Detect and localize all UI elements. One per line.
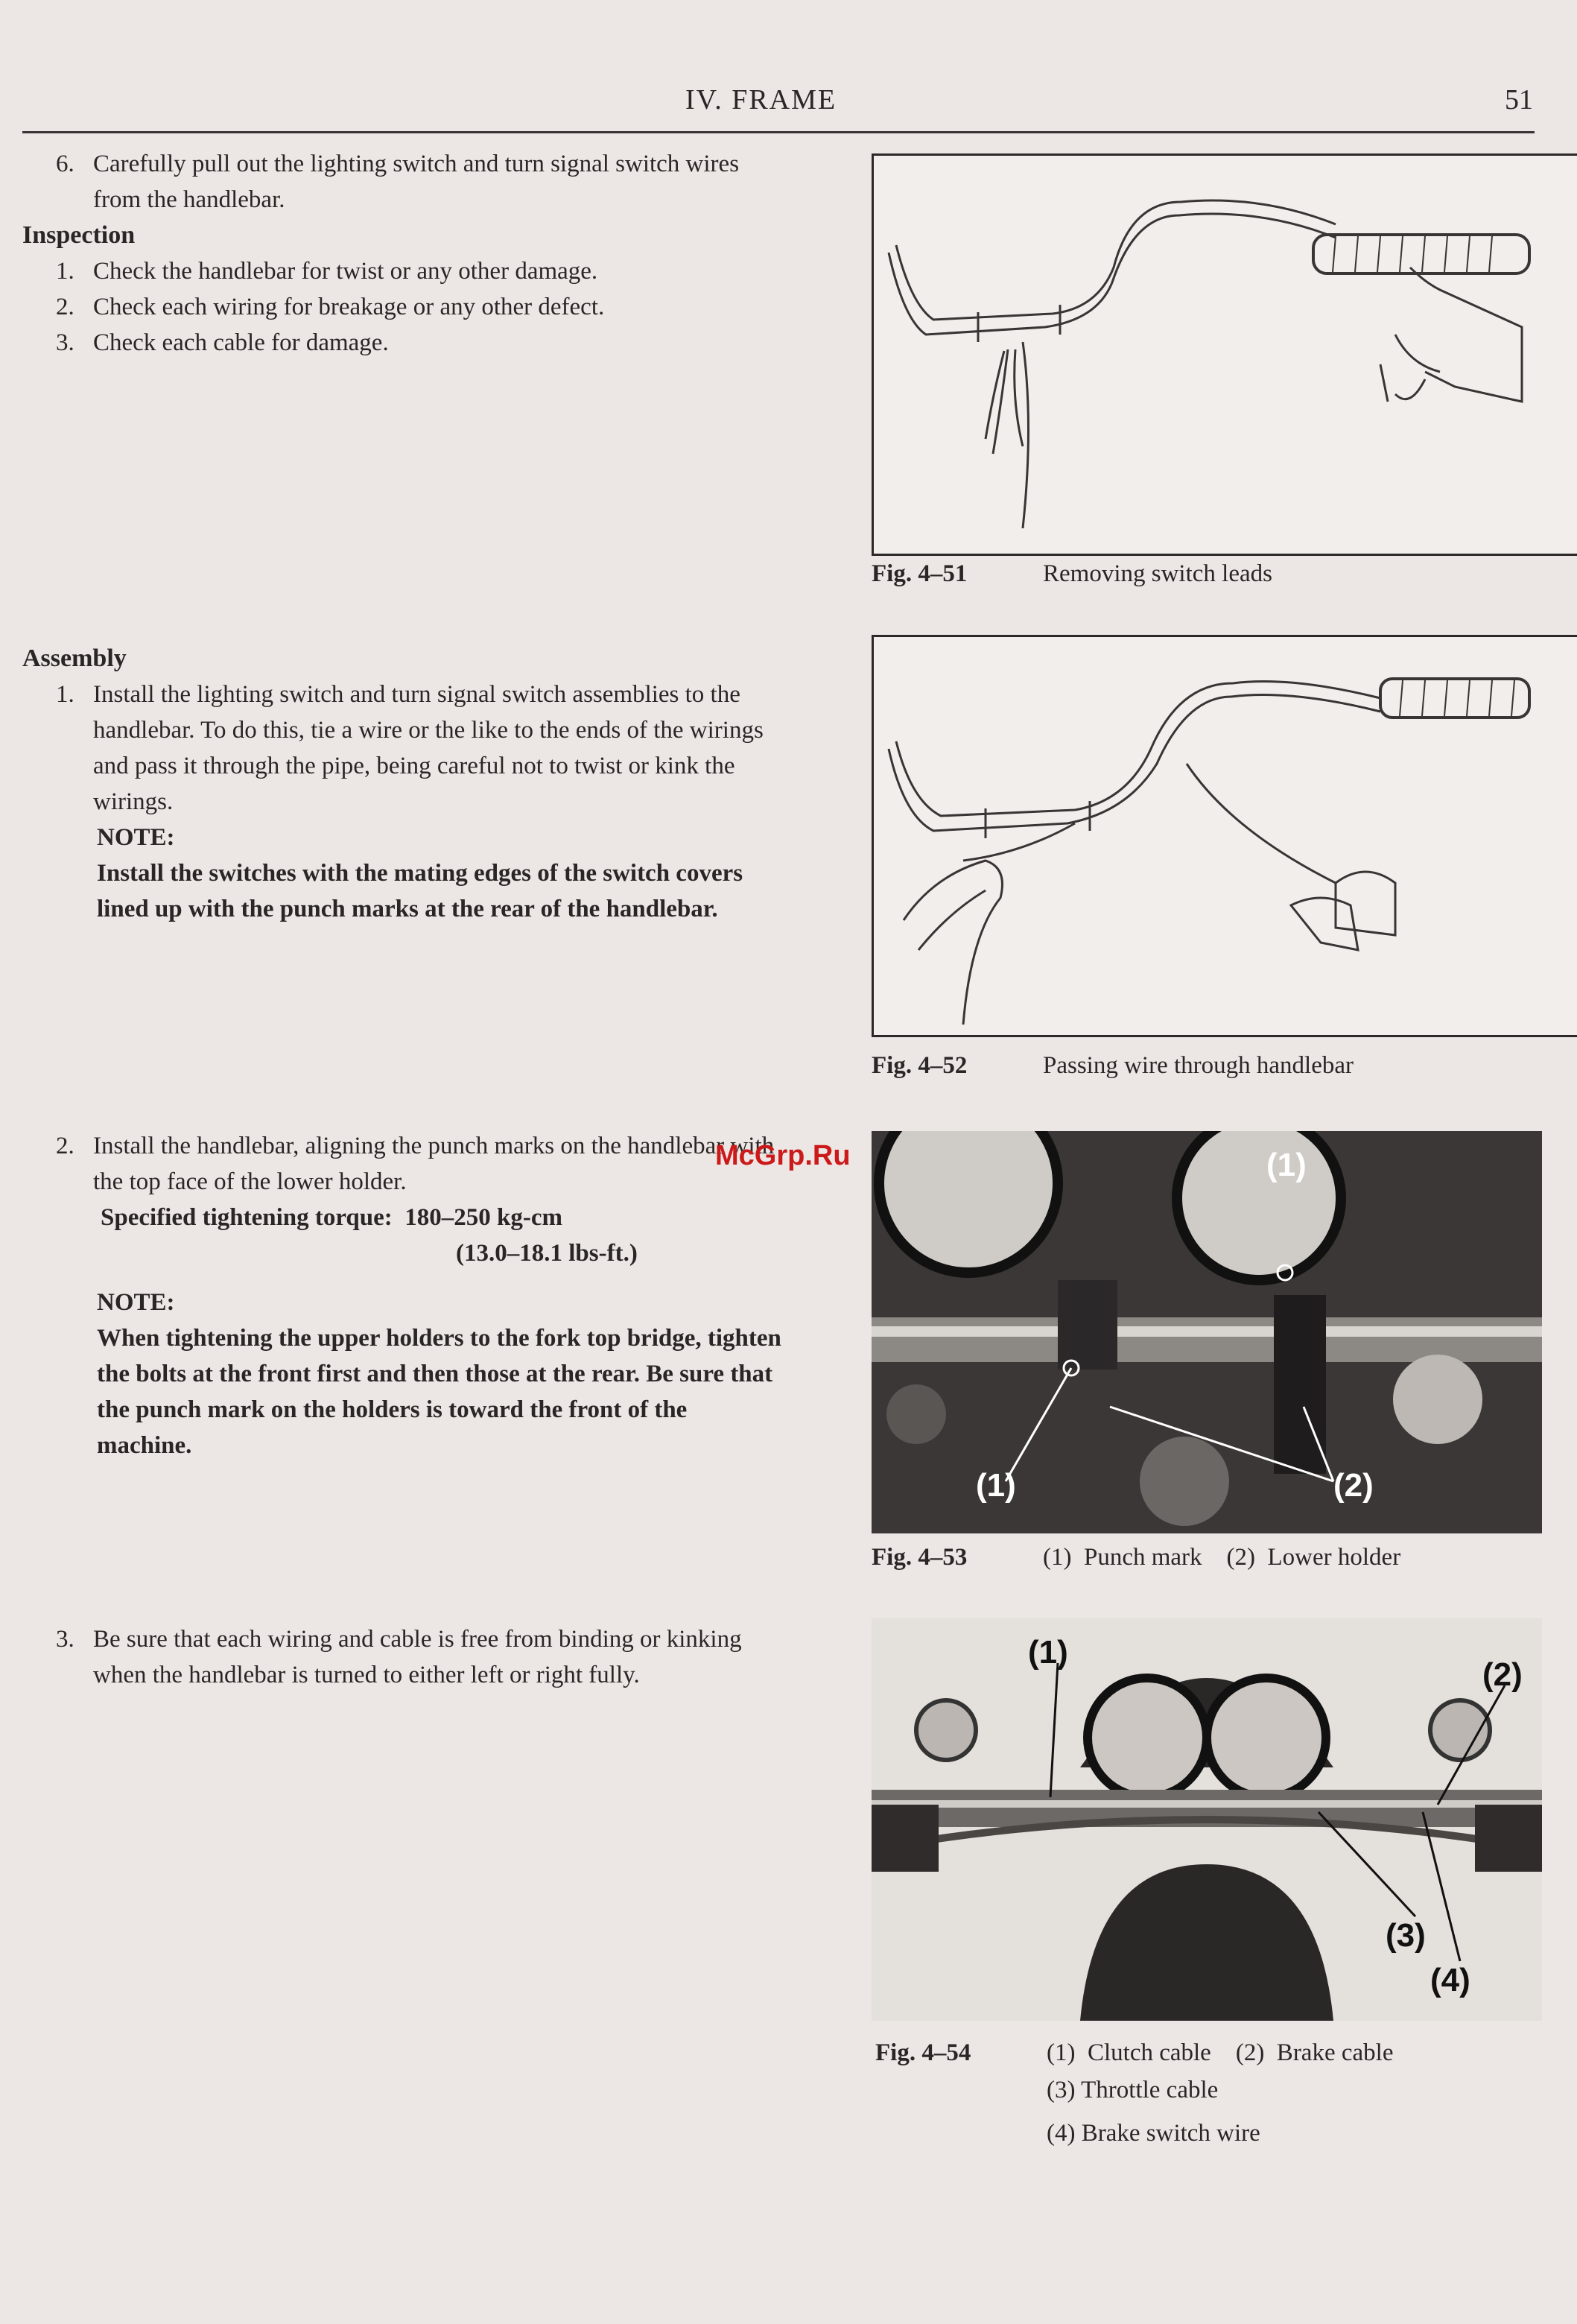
figure-label: Fig. 4–53 [872, 1544, 968, 1571]
note-text: When tightening the upper holders to the fork top bridge, tighten the bolts at the front first and then those at the rear. Be sure that the punch mark on the holders is toward the front of the machine. [97, 1325, 781, 1459]
callout-label: (1) [1028, 1634, 1068, 1671]
torque-value: 180–250 kg-cm [404, 1204, 562, 1231]
caption-line: (4) Brake switch wire [1047, 2120, 1260, 2147]
caption-text: Removing switch leads [1043, 560, 1272, 587]
assembly-step-2-block [22, 1128, 782, 1463]
callout-label: (2) [1333, 1467, 1374, 1504]
figure-4-54-photo [872, 1618, 1542, 2021]
handlebar-wire-drawing [874, 637, 1577, 1035]
note-label: NOTE: [97, 1289, 175, 1316]
figure-4-51-illustration [872, 153, 1577, 556]
torque-spec: Specified tightening torque: 180–250 kg-cm [101, 1204, 562, 1231]
note-label: NOTE: [97, 824, 175, 851]
assembly-block [22, 641, 782, 927]
figure-4-51-caption [872, 560, 1272, 588]
figure-4-53-photo [872, 1131, 1542, 1533]
caption-line: (3) Throttle cable [1047, 2077, 1219, 2103]
figure-4-53-caption [872, 1544, 1400, 1571]
header-rule [22, 131, 1535, 133]
figure-label: Fig. 4–51 [872, 560, 968, 587]
callout-label: (3) [1386, 1917, 1426, 1954]
handlebar-holder-photo [872, 1131, 1542, 1533]
callout-label: (1) [976, 1467, 1016, 1504]
handlebar-cables-photo [872, 1618, 1542, 2021]
assembly-step-3-block [22, 1621, 782, 1693]
caption-line: (1) Clutch cable (2) Brake cable [1047, 2039, 1394, 2066]
page-number: 51 [1505, 84, 1533, 115]
caption-text: Passing wire through handlebar [1043, 1052, 1354, 1079]
callout-label: (4) [1430, 1962, 1470, 1998]
section-title: IV. FRAME [685, 84, 837, 115]
removal-block [22, 146, 782, 361]
assembly-heading: Assembly [22, 645, 127, 672]
removal-step-6: 6. Carefully pull out the lighting switch and turn signal switch wires from the handlebar. [56, 151, 740, 213]
inspection-item: 2. Check each wiring for breakage or any other defect. [56, 294, 605, 320]
figure-4-54-caption [875, 2034, 1393, 2152]
figure-4-52-caption [872, 1052, 1354, 1080]
note-text: Install the switches with the mating edges of the switch covers lined up with the punch marks at the rear of the handlebar. [97, 860, 743, 922]
assembly-step-3: 3. Be sure that each wiring and cable is free from binding or kinking when the handlebar is turned to either left or right fully. [56, 1626, 742, 1688]
watermark: McGrp.Ru [715, 1140, 851, 1171]
figure-label: Fig. 4–52 [872, 1052, 968, 1079]
inspection-item: 3. Check each cable for damage. [56, 329, 389, 356]
figure-4-52-illustration [872, 635, 1577, 1037]
figure-label: Fig. 4–54 [875, 2039, 971, 2066]
handlebar-drawing [874, 156, 1577, 554]
inspection-item: 1. Check the handlebar for twist or any other damage. [56, 258, 598, 285]
assembly-step-1: 1. Install the lighting switch and turn signal switch assemblies to the handlebar. To do this, tie a wire or the like to the ends of the wirings and pass it through the pipe, being careful not to twist or kink the wirings. [56, 681, 764, 815]
caption-text: (1) Punch mark (2) Lower holder [1043, 1544, 1401, 1571]
callout-label: (1) [1266, 1147, 1307, 1183]
assembly-step-2: 2. Install the handlebar, aligning the punch marks on the handlebar with the top face of the lower holder. [56, 1133, 775, 1195]
torque-value-imperial: (13.0–18.1 lbs-ft.) [456, 1240, 638, 1267]
callout-label: (2) [1482, 1656, 1523, 1693]
removal-step-6-text: Carefully pull out the lighting switch and turn signal switch wires from the handlebar. [93, 151, 740, 213]
inspection-heading: Inspection [22, 221, 136, 249]
